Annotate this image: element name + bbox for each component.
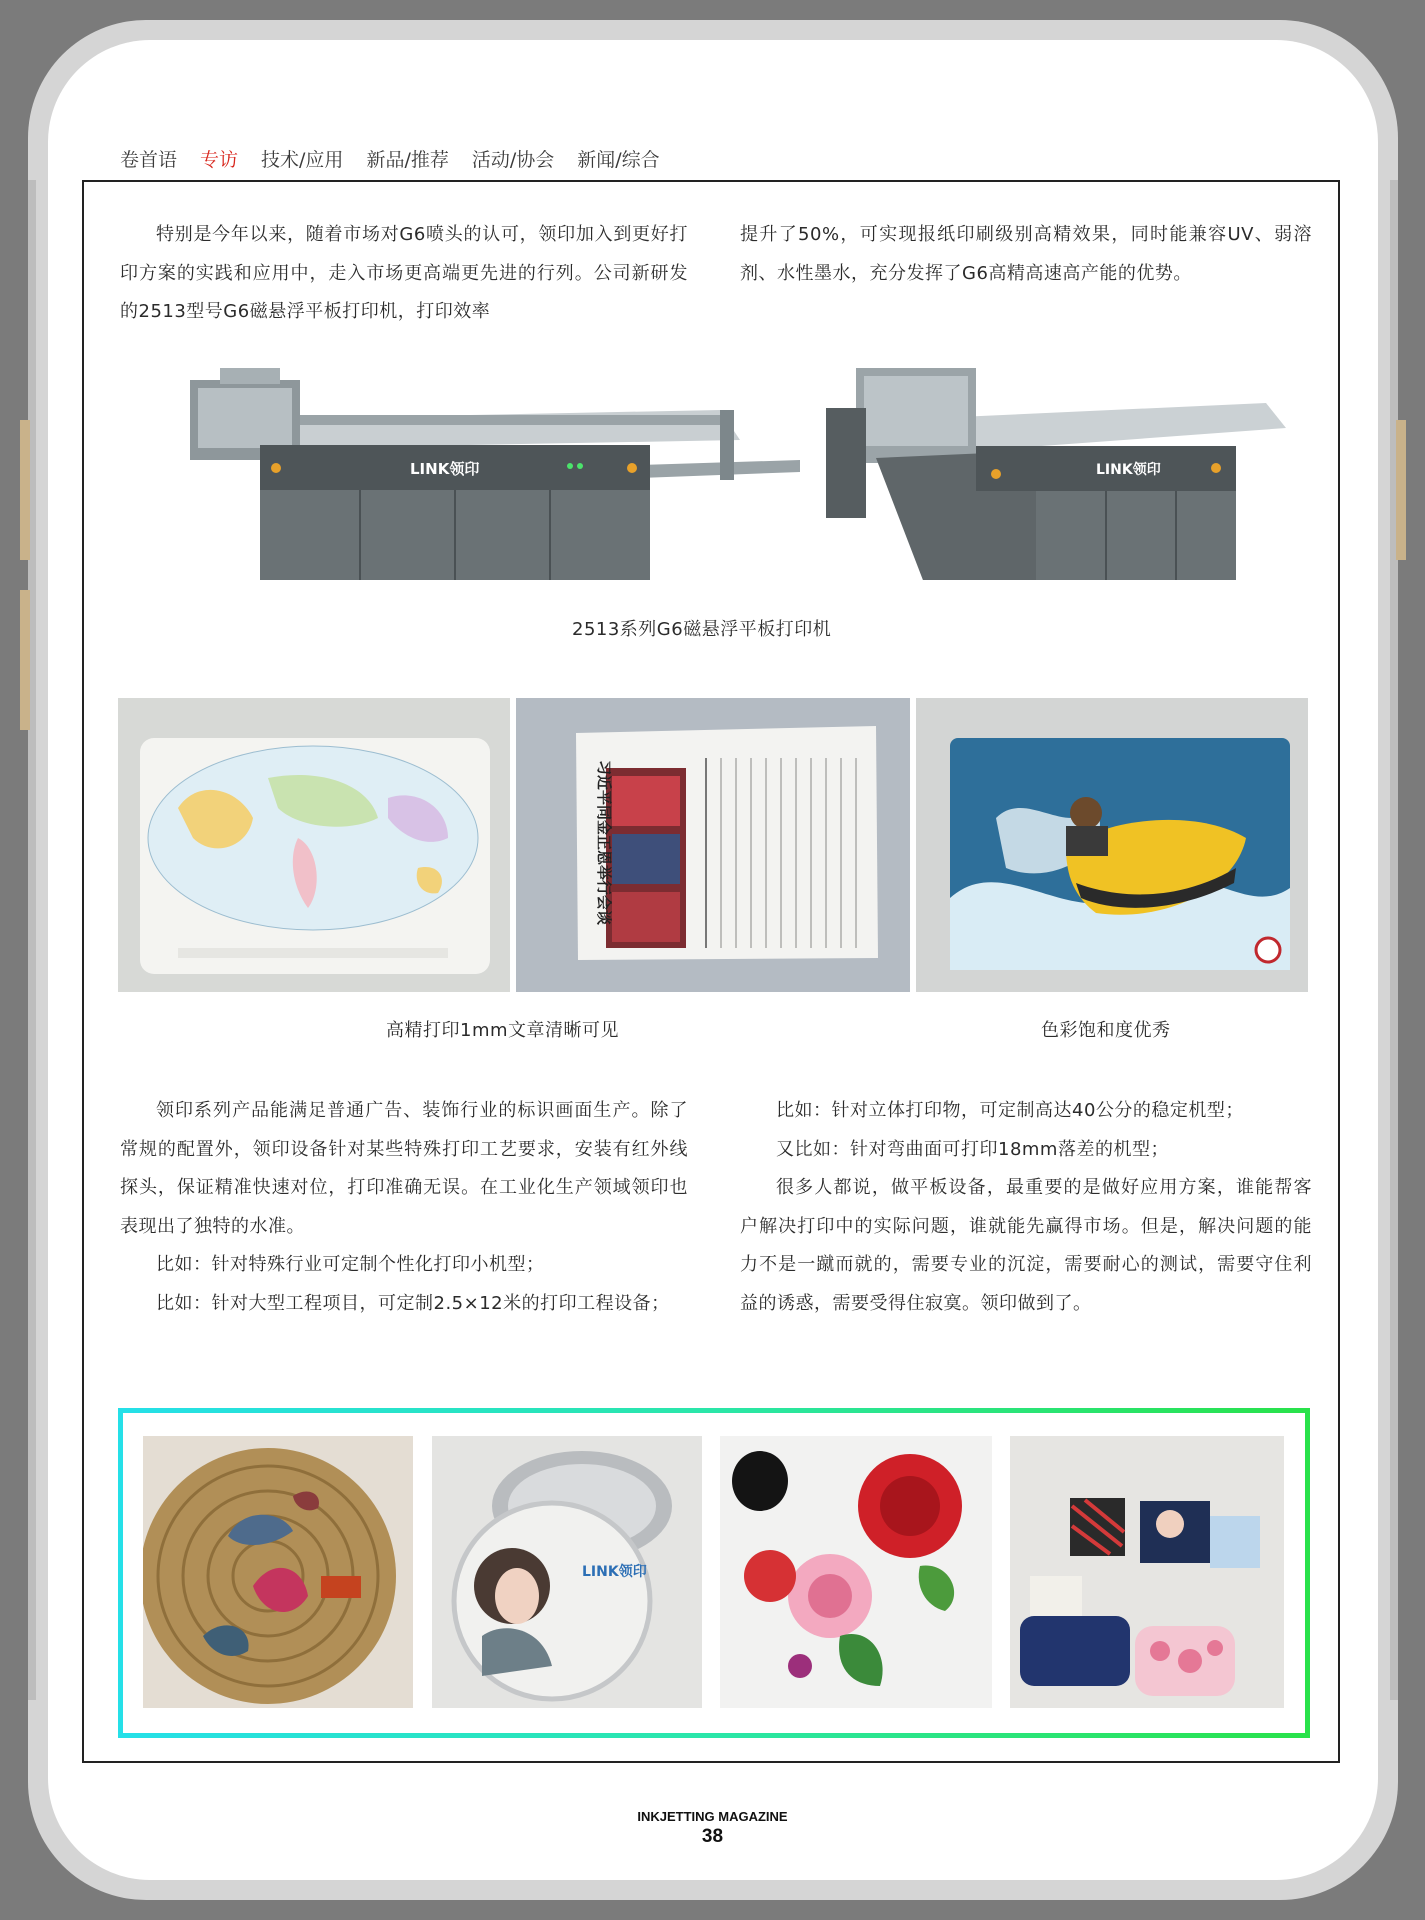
body-left-paragraph-1: 领印系列产品能满足普通广告、装饰行业的标识画面生产。除了常规的配置外，领印设备针对某些特殊打印工艺要求，安装有红外线探头，保证精准快速对位，打印准确无误。在工业化生产领域领印也表现出了独特的水准。: [120, 1100, 688, 1237]
nav-item-interview[interactable]: 专访: [200, 149, 239, 171]
body-right-paragraph-1: 比如：针对立体打印物，可定制高达40公分的稳定机型；: [776, 1100, 1244, 1121]
gifts-drawing: [1010, 1436, 1284, 1708]
straw-mat-drawing: [143, 1436, 413, 1708]
nav-item-events[interactable]: 活动/协会: [471, 149, 555, 171]
jetski-print-photo: [916, 698, 1308, 992]
printer-photo-front: [160, 360, 800, 580]
body-right-column: [740, 1092, 1312, 1323]
body-left-paragraph-3: 比如：针对大型工程项目，可定制2.5×12米的打印工程设备；: [156, 1292, 670, 1314]
gallery-straw-mat-photo: [143, 1436, 413, 1708]
nav-item-tech[interactable]: 技术/应用: [261, 149, 344, 171]
intro-right-column: [740, 216, 1312, 293]
newspaper-headline: 习近平同金正恩举行会谈: [595, 760, 613, 926]
newspaper-drawing: [516, 698, 910, 992]
printer-side-logo: LINK领印: [1096, 462, 1161, 478]
magazine-name: INKJETTING MAGAZINE: [637, 1809, 788, 1824]
printer-side-drawing: [806, 358, 1296, 580]
nav-item-preface[interactable]: 卷首语: [120, 149, 178, 171]
sample-caption-left: 高精打印1mm文章清晰可见: [386, 1020, 620, 1041]
body-left-column: [120, 1092, 688, 1323]
body-left-paragraph-2: 比如：针对特殊行业可定制个性化打印小机型；: [156, 1254, 545, 1275]
gallery-tin-box-photo: [432, 1436, 702, 1708]
nav-item-news[interactable]: 新闻/综合: [577, 149, 660, 171]
side-tab-right: [1396, 420, 1406, 560]
intro-left-column: [120, 216, 688, 332]
gallery-peony-photo: [720, 1436, 992, 1708]
peony-drawing: [720, 1436, 992, 1708]
world-map-print-photo: [118, 698, 510, 992]
jetski-drawing: [916, 698, 1308, 992]
printer-caption: 2513系列G6磁悬浮平板打印机: [572, 619, 832, 640]
tin-box-logo: LINK领印: [582, 1564, 647, 1580]
sample-caption-right: 色彩饱和度优秀: [1041, 1020, 1171, 1041]
printer-front-logo: LINK领印: [410, 460, 480, 478]
newspaper-print-photo: [516, 698, 910, 992]
page-number: 38: [701, 1826, 724, 1847]
frame-edge-right: [1390, 180, 1398, 1700]
printer-photo-side: [806, 358, 1296, 580]
side-tab-left-1: [20, 420, 30, 560]
frame-edge-left: [28, 180, 36, 1700]
gallery-gifts-photo: [1010, 1436, 1284, 1708]
body-right-paragraph-2: 又比如：针对弯曲面可打印18mm落差的机型；: [776, 1138, 1169, 1160]
side-tab-left-2: [20, 590, 30, 730]
world-map-drawing: [118, 698, 510, 992]
printer-front-drawing: [160, 360, 800, 580]
nav-item-products[interactable]: 新品/推荐: [366, 149, 449, 171]
tin-box-drawing: [432, 1436, 702, 1708]
body-right-paragraph-3: 很多人都说，做平板设备，最重要的是做好应用方案，谁能帮客户解决打印中的实际问题，谁就能先赢得市场。但是，解决问题的能力不是一蹴而就的，需要专业的沉淀，需要耐心的测试，需要守住利益的诱惑，需要受得住寂寞。领印做到了。: [740, 1177, 1312, 1314]
intro-right-paragraph: 提升了50%，可实现报纸印刷级别高精效果，同时能兼容UV、弱溶剂、水性墨水，充分发挥了G6高精高速高产能的优势。: [740, 224, 1312, 284]
section-nav: [120, 145, 660, 175]
intro-left-paragraph: 特别是今年以来，随着市场对G6喷头的认可，领印加入到更好打印方案的实践和应用中，走入市场更高端更先进的行列。公司新研发的2513型号G6磁悬浮平板打印机，打印效率: [120, 224, 688, 322]
